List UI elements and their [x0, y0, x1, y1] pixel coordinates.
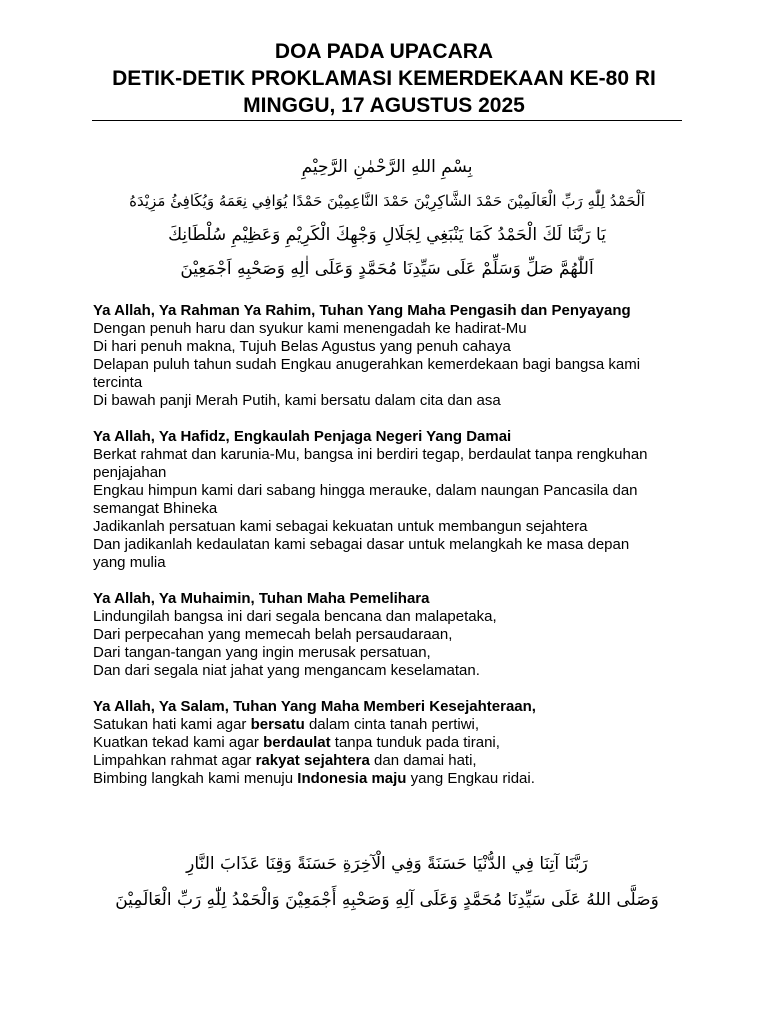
emphasis-text: berdaulat — [263, 734, 331, 751]
stanza-title: Ya Allah, Ya Hafidz, Engkaulah Penjaga Negeri Yang Damai — [93, 428, 512, 445]
stanza — [93, 428, 663, 572]
stanza-line: Berkat rahmat dan karunia-Mu, bangsa ini berdiri tegap, berdaulat tanpa rengkuhan penjajahan — [93, 446, 648, 481]
stanza-line: Di hari penuh makna, Tujuh Belas Agustus yang penuh cahaya — [93, 338, 511, 355]
stanza-line: Jadikanlah persatuan kami sebagai kekuatan untuk membangun sejahtera — [93, 518, 588, 535]
header-title-line3: MINGGU, 17 AGUSTUS 2025 — [243, 94, 525, 117]
emphasis-text: rakyat sejahtera — [255, 752, 370, 769]
stanza-line: Lindungilah bangsa ini dari segala bencana dan malapetaka, — [93, 608, 497, 625]
header-title-line1: DOA PADA UPACARA — [274, 40, 494, 63]
stanza-title: Ya Allah, Ya Rahman Ya Rahim, Tuhan Yang Maha Pengasih dan Penyayang — [93, 302, 631, 319]
stanza-line — [93, 716, 663, 734]
stanza-line: Dengan penuh haru dan syukur kami menengadah ke hadirat-Mu — [93, 320, 527, 337]
stanza-line: Delapan puluh tahun sudah Engkau anugerahkan kemerdekaan bagi bangsa kami tercinta — [93, 356, 641, 391]
emphasis-text: Indonesia maju — [297, 770, 407, 787]
arabic-basmalah: بِسْمِ اللهِ الرَّحْمٰنِ الرَّحِيْمِ — [301, 157, 473, 177]
arabic-line: وَصَلَّى اللهُ عَلَى سَيِّدِنَا مُحَمَّدٍ وَعَلَى آلِهِ وَصَحْبِهِ أَجْمَعِيْنَ وَالْحَمْدُ لِلّٰهِ رَبِّ الْعَالَمِيْنَ — [115, 890, 659, 910]
line-text: tanpa tunduk pada tirani, — [330, 734, 500, 751]
prayer-body — [93, 302, 663, 806]
line-text: dan damai hati, — [369, 752, 477, 769]
stanza — [93, 698, 663, 788]
emphasis-text: bersatu — [250, 716, 305, 733]
stanza-line: Engkau himpun kami dari sabang hingga merauke, dalam naungan Pancasila dan semangat Bhineka — [93, 482, 638, 517]
stanza-title: Ya Allah, Ya Muhaimin, Tuhan Maha Pemelihara — [93, 590, 430, 607]
stanza-line — [93, 752, 663, 770]
line-text: Kuatkan tekad kami agar — [93, 734, 264, 751]
stanza-line: Dan dari segala niat jahat yang mengancam keselamatan. — [93, 662, 480, 679]
stanza-line — [93, 770, 663, 788]
header-title-line2: DETIK-DETIK PROKLAMASI KEMERDEKAAN KE-80 RI — [112, 67, 656, 90]
header-divider — [92, 120, 682, 121]
arabic-line: رَبَّنَا آتِنَا فِي الدُّنْيَا حَسَنَةً وَفِي الْآخِرَةِ حَسَنَةً وَقِنَا عَذَابَ النَّارِ — [186, 854, 588, 874]
line-text: dalam cinta tanah pertiwi, — [304, 716, 480, 733]
arabic-closing-prayer — [92, 846, 682, 918]
stanza-title: Ya Allah, Ya Salam, Tuhan Yang Maha Memberi Kesejahteraan, — [93, 698, 536, 715]
arabic-opening-prayer — [92, 150, 682, 286]
stanza-line: Dari perpecahan yang memecah belah persaudaraan, — [93, 626, 453, 643]
stanza-line — [93, 734, 663, 752]
stanza-line: Dan jadikanlah kedaulatan kami sebagai dasar untuk melangkah ke masa depan yang mulia — [93, 536, 630, 571]
arabic-line: يَا رَبَّنَا لَكَ الْحَمْدُ كَمَا يَنْبَغِي لِجَلَالِ وَجْهِكَ الْكَرِيْمِ وَعَظِيْمِ سُلْطَانِكَ — [168, 225, 606, 245]
line-text: Satukan hati kami agar — [93, 716, 251, 733]
stanza-line: Dari tangan-tangan yang ingin merusak persatuan, — [93, 644, 431, 661]
arabic-line: اَللّٰهُمَّ صَلِّ وَسَلِّمْ عَلَى سَيِّدِنَا مُحَمَّدٍ وَعَلَى اٰلِهِ وَصَحْبِهِ اَجْمَعِيْنَ — [180, 259, 594, 279]
stanza — [93, 302, 663, 410]
line-text: yang Engkau ridai. — [406, 770, 535, 787]
document-header — [0, 38, 768, 119]
stanza — [93, 590, 663, 680]
line-text: Bimbing langkah kami menuju — [93, 770, 298, 787]
arabic-line: اَلْحَمْدُ لِلّٰهِ رَبِّ الْعَالَمِيْنَ حَمْدَ الشَّاكِرِيْنَ حَمْدَ النَّاعِمِيْنَ حَمْدًا يُوَافِي نِعَمَهُ وَيُكَافِئُ مَزِيْدَهُ — [129, 192, 645, 210]
stanza-line: Di bawah panji Merah Putih, kami bersatu dalam cita dan asa — [93, 392, 501, 409]
line-text: Limpahkan rahmat agar — [93, 752, 256, 769]
